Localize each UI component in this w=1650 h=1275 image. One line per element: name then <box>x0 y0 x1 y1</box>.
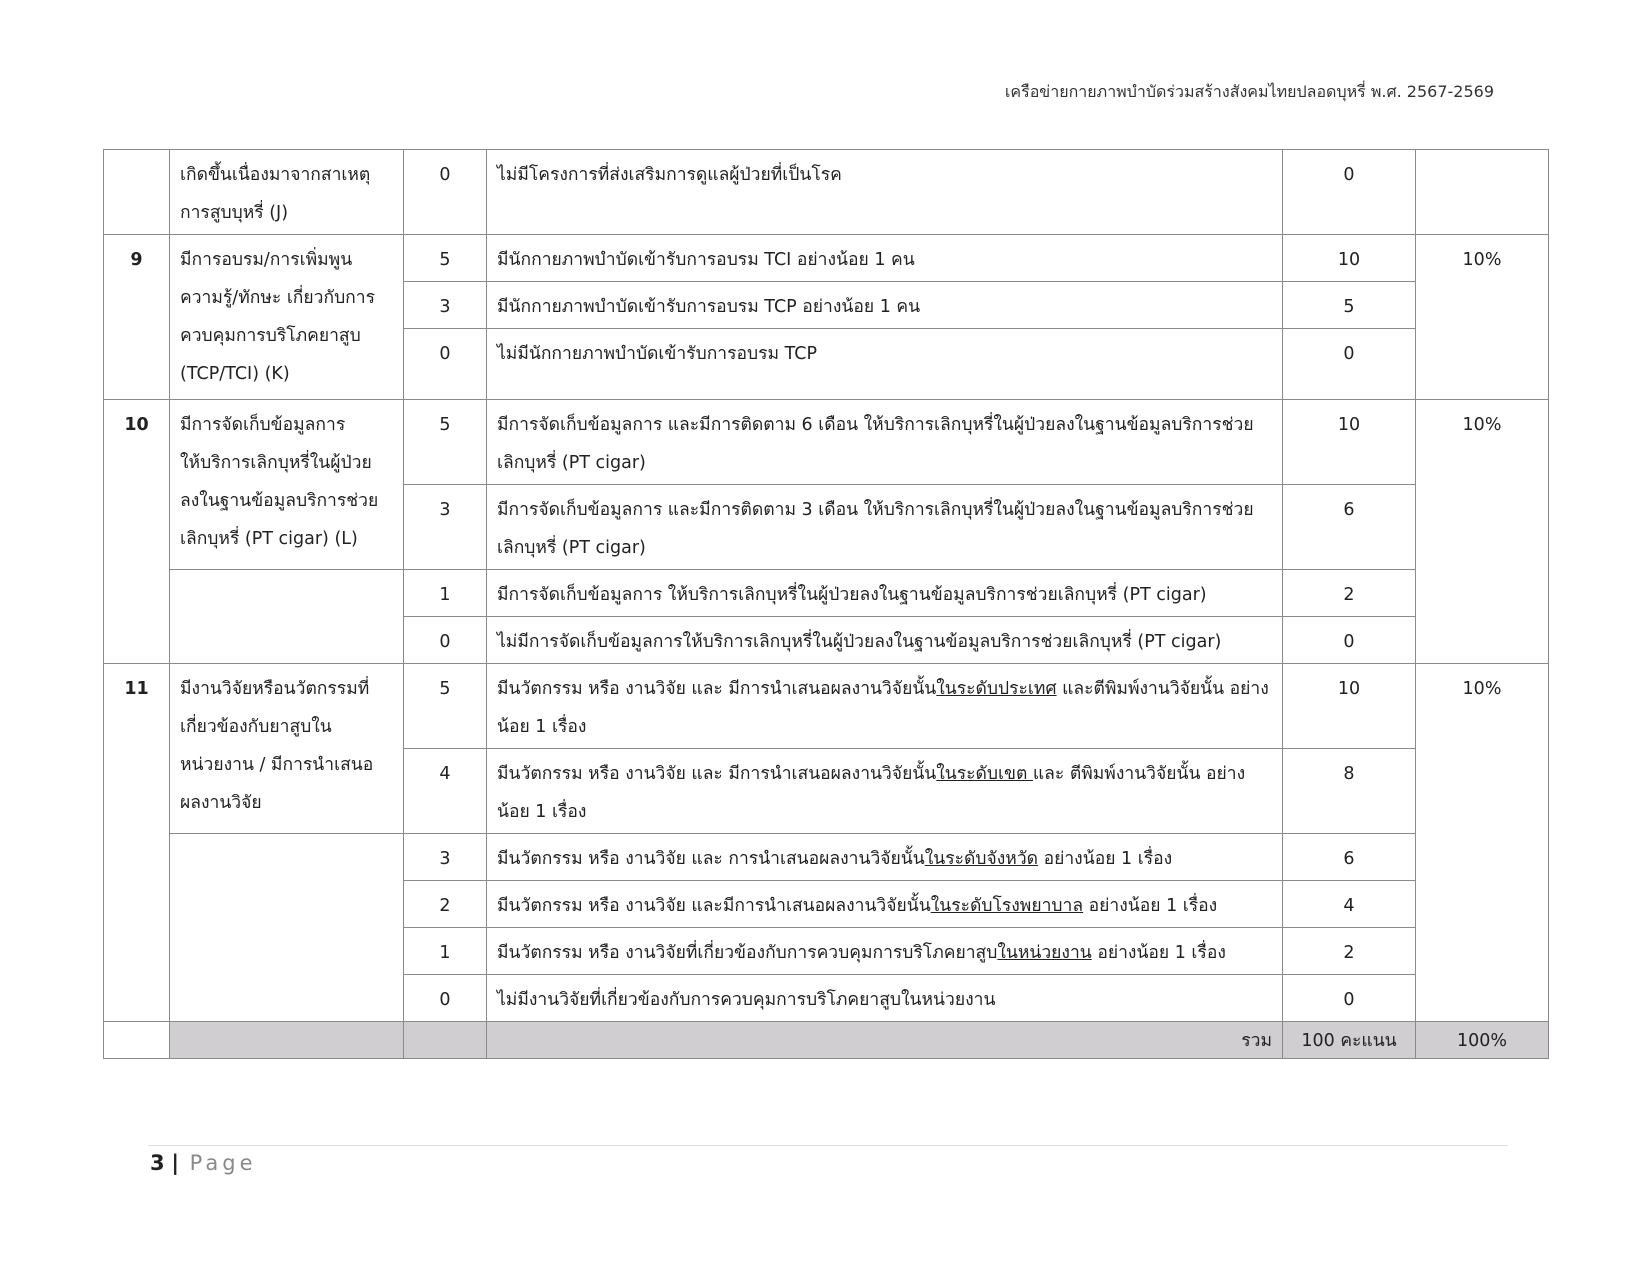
item-number <box>104 150 170 235</box>
score-cell: 0 <box>1283 329 1416 400</box>
level-cell: 1 <box>404 928 487 975</box>
level-description: ไม่มีการจัดเก็บข้อมูลการให้บริการเลิกบุหรี่ในผู้ป่วยลงในฐานข้อมูลบริการช่วยเลิกบุหรี่ (PT cigar) <box>487 617 1283 664</box>
level-description: ไม่มีโครงการที่ส่งเสริมการดูแลผู้ป่วยที่เป็นโรค <box>487 150 1283 235</box>
weight-cell: 10% <box>1416 400 1549 664</box>
item-number: 9 <box>104 235 170 400</box>
level-description: มีนักกายภาพบำบัดเข้ารับการอบรม TCP อย่างน้อย 1 คน <box>487 282 1283 329</box>
level-description: มีนวัตกรรม หรือ งานวิจัย และมีการนำเสนอผลงานวิจัยนั้นในระดับโรงพยาบาล อย่างน้อย 1 เรื่อง <box>487 881 1283 928</box>
level-cell: 4 <box>404 749 487 834</box>
criteria-topic: เกิดขึ้นเนื่องมาจากสาเหตุ การสูบบุหรี่ (J) <box>170 150 404 235</box>
table-row <box>104 235 1549 282</box>
total-row <box>104 1022 1549 1059</box>
total-spacer <box>104 1022 170 1059</box>
level-description: ไม่มีนักกายภาพบำบัดเข้ารับการอบรม TCP <box>487 329 1283 400</box>
weight-cell <box>1416 150 1549 235</box>
criteria-topic: มีงานวิจัยหรือนวัตกรรมที่ เกี่ยวข้องกับยาสูบใน หน่วยงาน / มีการนำเสนอ ผลงานวิจัย <box>170 664 404 834</box>
level-cell: 3 <box>404 282 487 329</box>
level-cell: 1 <box>404 570 487 617</box>
table-row <box>104 570 1549 617</box>
level-cell: 5 <box>404 400 487 485</box>
score-cell: 8 <box>1283 749 1416 834</box>
level-cell: 3 <box>404 834 487 881</box>
level-cell: 0 <box>404 975 487 1022</box>
page-footer <box>150 1151 257 1175</box>
score-cell: 0 <box>1283 617 1416 664</box>
level-description: มีนักกายภาพบำบัดเข้ารับการอบรม TCI อย่างน้อย 1 คน <box>487 235 1283 282</box>
scoring-table <box>103 149 1549 1059</box>
score-cell: 10 <box>1283 235 1416 282</box>
table-row <box>104 150 1549 235</box>
criteria-topic-spacer <box>170 570 404 664</box>
total-spacer <box>404 1022 487 1059</box>
criteria-topic-spacer <box>170 834 404 1022</box>
score-cell: 6 <box>1283 834 1416 881</box>
score-cell: 6 <box>1283 485 1416 570</box>
level-cell: 5 <box>404 235 487 282</box>
page-label: Page <box>189 1151 257 1175</box>
item-number: 10 <box>104 400 170 664</box>
level-description: มีนวัตกรรม หรือ งานวิจัย และ การนำเสนอผลงานวิจัยนั้นในระดับจังหวัด อย่างน้อย 1 เรื่อง <box>487 834 1283 881</box>
criteria-topic: มีการอบรม/การเพิ่มพูน ความรู้/ทักษะ เกี่ยวกับการ ควบคุมการบริโภคยาสูบ (TCP/TCI) (K) <box>170 235 404 400</box>
level-cell: 3 <box>404 485 487 570</box>
level-description: มีนวัตกรรม หรือ งานวิจัย และ มีการนำเสนอผลงานวิจัยนั้นในระดับเขต และ ตีพิมพ์งานวิจัยนั้น อย่างน้อย 1 เรื่อง <box>487 749 1283 834</box>
total-spacer <box>170 1022 404 1059</box>
level-description: มีการจัดเก็บข้อมูลการ และมีการติดตาม 6 เดือน ให้บริการเลิกบุหรี่ในผู้ป่วยลงในฐานข้อมูลบริการช่วยเลิกบุหรี่ (PT cigar) <box>487 400 1283 485</box>
table-row <box>104 834 1549 881</box>
page-separator: | <box>171 1151 179 1175</box>
level-cell: 0 <box>404 150 487 235</box>
score-cell: 0 <box>1283 150 1416 235</box>
score-cell: 2 <box>1283 928 1416 975</box>
score-cell: 2 <box>1283 570 1416 617</box>
table-row <box>104 664 1549 749</box>
level-description: ไม่มีงานวิจัยที่เกี่ยวข้องกับการควบคุมการบริโภคยาสูบในหน่วยงาน <box>487 975 1283 1022</box>
total-label: รวม <box>487 1022 1283 1059</box>
score-cell: 5 <box>1283 282 1416 329</box>
level-description: มีนวัตกรรม หรือ งานวิจัยที่เกี่ยวข้องกับการควบคุมการบริโภคยาสูบในหน่วยงาน อย่างน้อย 1 เรื่อง <box>487 928 1283 975</box>
total-score: 100 คะแนน <box>1283 1022 1416 1059</box>
level-description: มีนวัตกรรม หรือ งานวิจัย และ มีการนำเสนอผลงานวิจัยนั้นในระดับประเทศ และตีพิมพ์งานวิจัยนั้น อย่างน้อย 1 เรื่อง <box>487 664 1283 749</box>
score-cell: 4 <box>1283 881 1416 928</box>
criteria-topic: มีการจัดเก็บข้อมูลการ ให้บริการเลิกบุหรี่ในผู้ป่วย ลงในฐานข้อมูลบริการช่วย เลิกบุหรี่ (PT cigar) (L) <box>170 400 404 570</box>
weight-cell: 10% <box>1416 235 1549 400</box>
level-description: มีการจัดเก็บข้อมูลการ ให้บริการเลิกบุหรี่ในผู้ป่วยลงในฐานข้อมูลบริการช่วยเลิกบุหรี่ (PT cigar) <box>487 570 1283 617</box>
table-row <box>104 400 1549 485</box>
level-description: มีการจัดเก็บข้อมูลการ และมีการติดตาม 3 เดือน ให้บริการเลิกบุหรี่ในผู้ป่วยลงในฐานข้อมูลบริการช่วยเลิกบุหรี่ (PT cigar) <box>487 485 1283 570</box>
level-cell: 2 <box>404 881 487 928</box>
level-cell: 0 <box>404 617 487 664</box>
document-header: เครือข่ายกายภาพบำบัดร่วมสร้างสังคมไทยปลอดบุหรี่ พ.ศ. 2567-2569 <box>1004 82 1494 101</box>
score-cell: 10 <box>1283 400 1416 485</box>
item-number: 11 <box>104 664 170 1022</box>
score-cell: 0 <box>1283 975 1416 1022</box>
level-cell: 5 <box>404 664 487 749</box>
weight-cell: 10% <box>1416 664 1549 1022</box>
level-cell: 0 <box>404 329 487 400</box>
page-number: 3 <box>150 1151 165 1175</box>
footer-divider <box>148 1145 1508 1146</box>
total-weight: 100% <box>1416 1022 1549 1059</box>
score-cell: 10 <box>1283 664 1416 749</box>
